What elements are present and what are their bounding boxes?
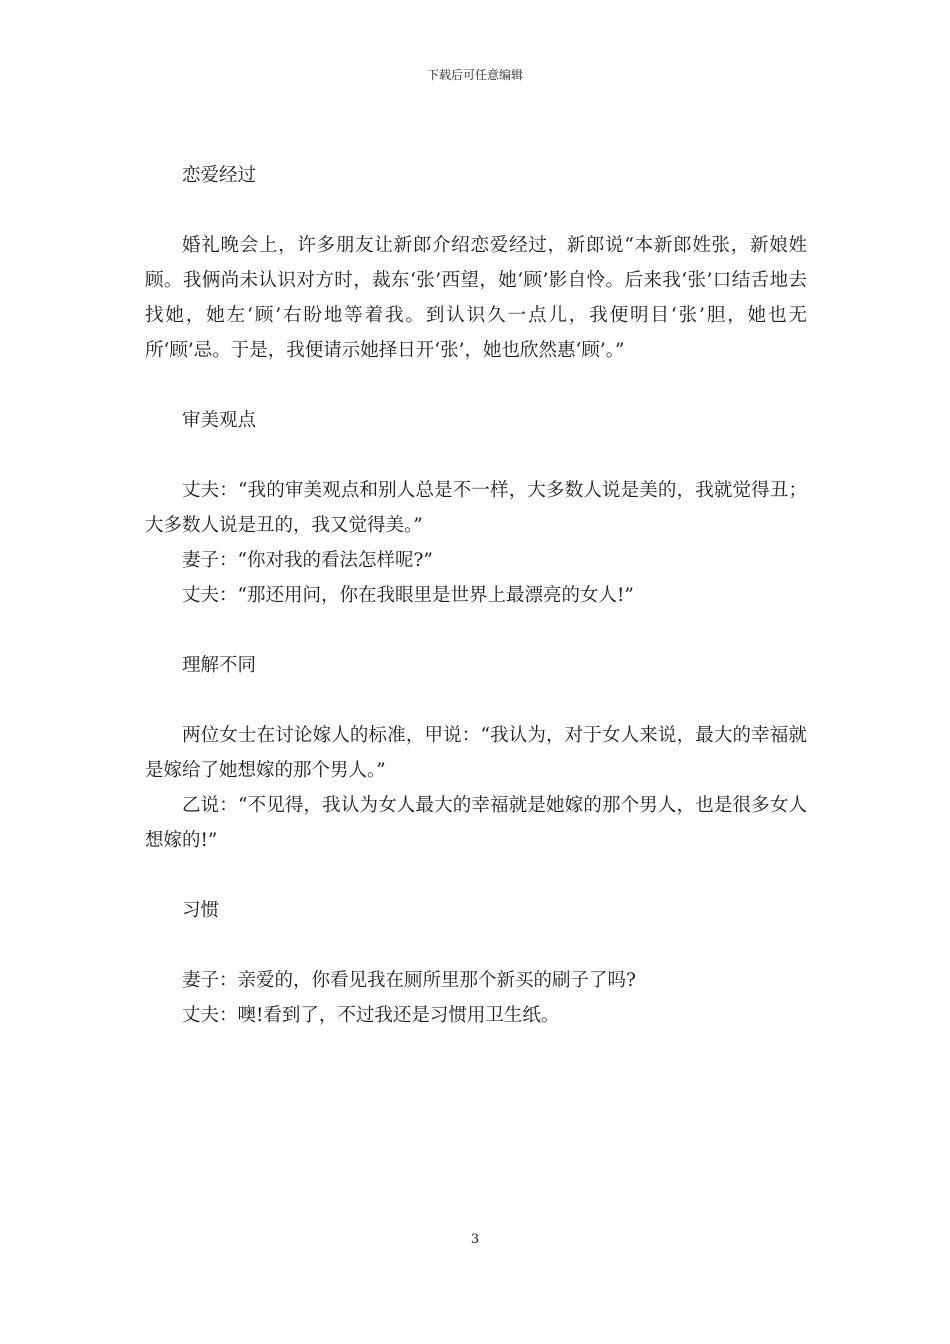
section-title: 审美观点 [182,410,257,431]
section-title: 理解不同 [182,655,257,676]
section-title: 恋爱经过 [182,165,257,186]
section-romance [145,158,807,368]
paragraph: 乙说：“不见得，我认为女人最大的幸福就是她嫁的那个男人，也是很多女人想嫁的!” [145,795,807,851]
page-number: 3 [470,1232,480,1247]
section-habit [145,893,807,1033]
document-body [145,158,807,1033]
paragraph: 丈夫：“那还用问，你在我眼里是世界上最漂亮的女人!” [182,585,634,606]
section-aesthetics [145,403,807,613]
paragraph: 婚礼晚会上，许多朋友让新郎介绍恋爱经过，新郎说“本新郎姓张，新娘姓顾。我俩尚未认识对方时，裁东‘张’西望，她‘顾’影自怜。后来我‘张’口结舌地去找她，她左‘顾’右盼地等着我。到认识久一点儿，我便明目‘张’胆，她也无所‘顾’忌。于是，我便请示她择日开‘张’，她也欣然惠‘顾’。” [145,235,807,361]
paragraph: 丈夫：“我的审美观点和别人总是不一样，大多数人说是美的，我就觉得丑；大多数人说是丑的，我又觉得美。” [145,480,807,536]
section-understanding [145,648,807,858]
paragraph: 妻子：亲爱的，你看见我在厕所里那个新买的刷子了吗? [182,970,636,991]
paragraph: 妻子：“你对我的看法怎样呢?” [182,550,433,571]
paragraph: 两位女士在讨论嫁人的标准，甲说：“我认为，对于女人来说，最大的幸福就是嫁给了她想嫁的那个男人。” [145,725,807,781]
section-title: 习惯 [182,900,220,921]
page-header: 下载后可任意编辑 [426,68,523,82]
paragraph: 丈夫：噢!看到了，不过我还是习惯用卫生纸。 [182,1005,560,1026]
